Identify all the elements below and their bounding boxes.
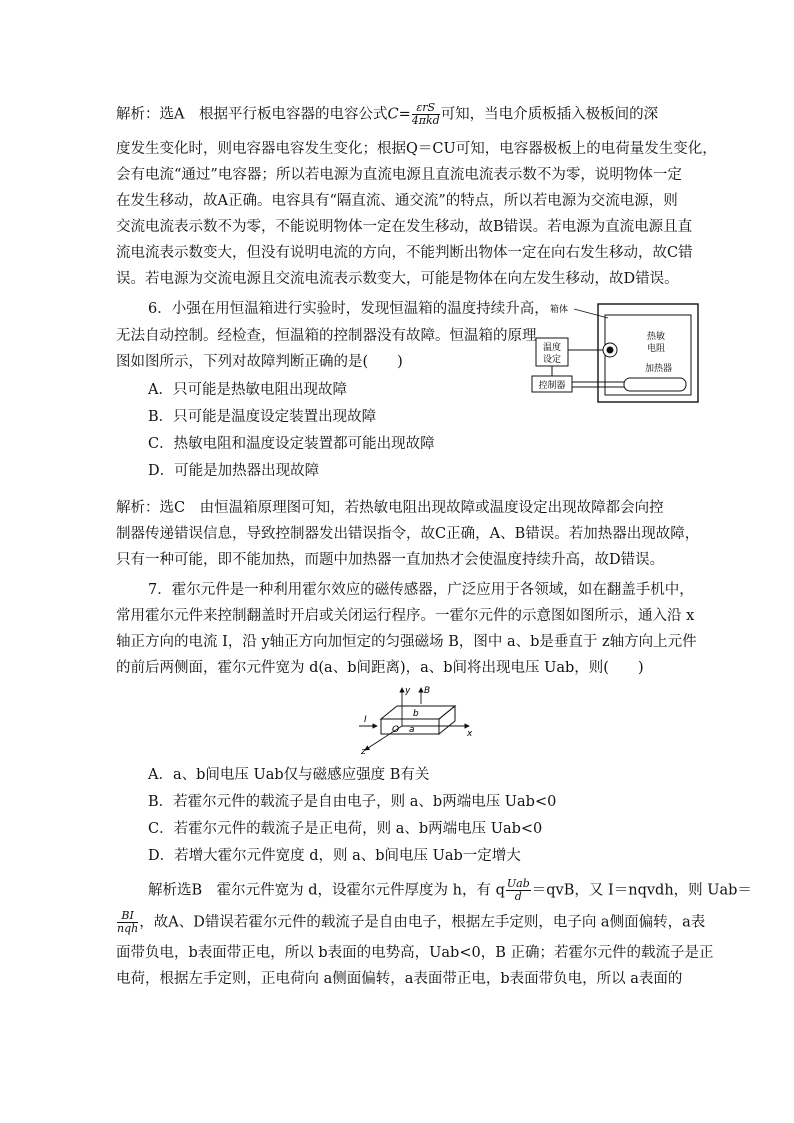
hall-voltage-fraction	[506, 878, 531, 903]
axis-y-label: y	[405, 686, 411, 696]
thermistor-label-1: 热敏	[647, 332, 666, 342]
answer-6-line-3: 只有一种可能，即不能加热，而题中加热器一直加热才会使温度持续升高，故D错误。	[116, 552, 665, 568]
answer-6-line-2: 制器传递错误信息，导致控制器发出错误指令，故C正确，A、B错误。若加热器出现故障，	[116, 526, 700, 542]
fraction-denominator: d	[514, 890, 522, 903]
answer-5-text-end: 可知，当电介质板插入极板间的深	[440, 106, 659, 123]
capacitance-fraction	[412, 102, 440, 127]
answer-7-line-3: 面带负电，b表面带正电，所以 b表面的电势高，Uab<0，B 正确；若霍尔元件的载流子是正	[116, 945, 714, 961]
face-b-label: b	[413, 709, 419, 719]
question-6-option-c: C．热敏电阻和温度设定装置都可能出现故障	[148, 436, 435, 452]
answer-6-line-1: 解析：选C 由恒温箱原理图可知，若热敏电阻出现故障或温度设定出现故障都会向控	[116, 500, 664, 516]
heater-label: 加热器	[645, 364, 673, 374]
answer-7-line-1	[148, 878, 752, 903]
question-6-line-2: 无法自动控制。经检查，恒温箱的控制器没有故障。恒温箱的原理	[116, 328, 537, 344]
fraction-numerator: Uab	[506, 877, 530, 890]
answer-5-text-start: 解析：选A 根据平行板电容器的电容公式	[116, 106, 388, 123]
answer-5-line-2: 度发生变化时，则电容器电容发生变化；根据Q＝CU可知，电容器极板上的电荷量发生变化，	[116, 141, 717, 157]
answer-7-text-start: 解析选B 霍尔元件宽为 d，设霍尔元件厚度为 h，有 q	[148, 882, 505, 899]
slab-side	[439, 706, 455, 734]
answer-5-line-1	[116, 102, 658, 127]
capacitance-symbol: C	[387, 106, 399, 123]
question-7-option-c: C．若霍尔元件的载流子是正电荷，则 a、b两端电压 Uab<0	[148, 821, 543, 837]
question-7-line-2: 常用霍尔元件来控制翻盖时开启或关闭运行程序。一霍尔元件的示意图如图所示，通入沿 x	[116, 608, 695, 624]
answer-5-line-5: 交流电流表示数不为零，不能说明物体一定在发生移动，故B错误。若电源为直流电源且直	[116, 219, 693, 235]
question-7-line-4: 的前后两侧面，霍尔元件宽为 d(a、b间距离)，a、b间将出现电压 Uab，则( )	[116, 660, 644, 676]
origin-label: O	[392, 725, 400, 735]
temp-setting-label-1: 温度	[542, 343, 562, 353]
controller-label: 控制器	[538, 381, 566, 391]
question-7-option-b: B．若霍尔元件的载流子是自由电子，则 a、b两端电压 Uab<0	[148, 794, 557, 810]
box-label: 箱体	[549, 305, 568, 315]
axis-x-label: x	[467, 729, 473, 739]
question-6-line-3: 图如图所示，下列对故障判断正确的是( )	[116, 354, 403, 370]
question-7-option-d: D．若增大霍尔元件宽度 d，则 a、b间电压 Uab一定增大	[148, 848, 521, 864]
thermistor-label-2: 电阻	[647, 344, 666, 354]
question-6-option-d: D．可能是加热器出现故障	[148, 463, 320, 479]
answer-5-line-6: 流电流表示数变大，但没有说明电流的方向，不能判断出物体一定在向右发生移动，故C错	[116, 245, 693, 261]
face-a-label: a	[409, 725, 415, 735]
hall-element-diagram	[355, 684, 475, 756]
heater-icon	[624, 378, 686, 391]
equals-sign: =	[398, 106, 411, 123]
field-b-label: B	[424, 686, 431, 696]
answer-5-line-3: 会有电流“通过”电容器；所以若电源为直流电源且直流电流表示数不为零，说明物体一定	[116, 167, 682, 183]
fraction-numerator: εrS	[412, 102, 440, 115]
answer-5-line-7: 误。若电源为交流电源且交流电流表示数变大，可能是物体在向左发生移动，故D错误。	[116, 271, 679, 287]
hall-current-fraction	[117, 910, 138, 935]
fraction-denominator: 4πkd	[411, 114, 440, 127]
answer-7-line-2	[116, 910, 705, 935]
question-6-line-1: 6．小强在用恒温箱进行实验时，发现恒温箱的温度持续升高，	[148, 301, 549, 317]
answer-7-line-4: 电荷，根据左手定则，正电荷向 a侧面偏转，a表面带正电，b表面带负电，所以 a表面的	[116, 971, 683, 987]
answer-7-line-2-text: ，故A、D错误若霍尔元件的载流子是自由电子，根据左手定则，电子向 a侧面偏转，a表	[139, 914, 706, 931]
question-7-option-a: A．a、b间电压 Uab仅与磁感应强度 B有关	[148, 767, 430, 783]
question-7-line-3: 轴正方向的电流 I，沿 y轴正方向加恒定的匀强磁场 B，图中 a、b是垂直于 z轴方向上元件	[116, 634, 697, 650]
axis-z-label: z	[361, 747, 366, 756]
answer-5-line-4: 在发生移动，故A正确。电容具有“隔直流、通交流”的特点，所以若电源为交流电源，则	[116, 193, 678, 209]
fraction-numerator: BI	[117, 910, 138, 923]
answer-7-text-end: ＝qvB，又 I＝nqvdh，则 Uab＝	[531, 882, 752, 899]
fraction-denominator: nqh	[117, 922, 139, 935]
question-6-option-b: B．只可能是温度设定装置出现故障	[148, 409, 377, 425]
current-i-label: I	[364, 715, 367, 725]
question-7-line-1: 7．霍尔元件是一种利用霍尔效应的磁传感器，广泛应用于各领域，如在翻盖手机中，	[148, 582, 694, 598]
thermostat-diagram	[526, 298, 702, 406]
question-6-option-a: A．只可能是热敏电阻出现故障	[148, 382, 347, 398]
temp-setting-label-2: 设定	[542, 355, 562, 365]
